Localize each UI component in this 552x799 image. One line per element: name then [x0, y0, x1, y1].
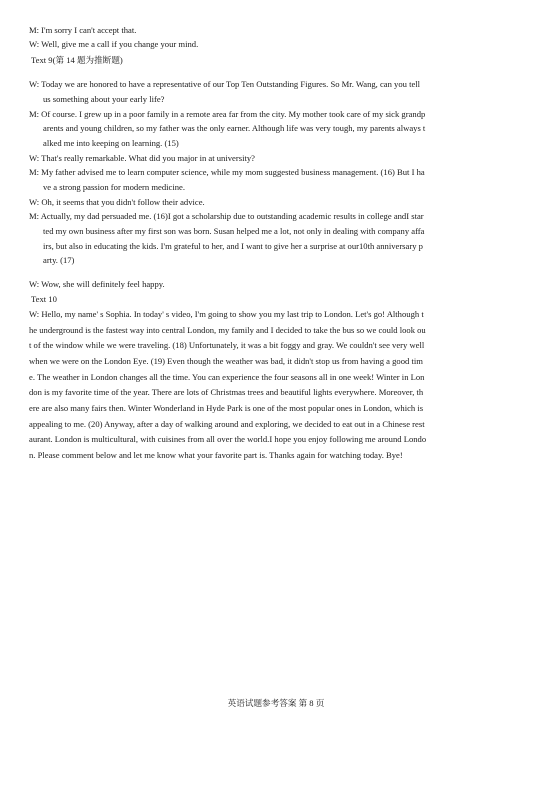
transcript-line: arty. (17) [43, 255, 75, 265]
transcript-line: aurant. London is multicultural, with cuisines from all over the world.I hope you enjoy following me around Londo [29, 434, 427, 444]
transcript-line: M: Actually, my dad persuaded me. (16)I got a scholarship due to outstanding academic results in college andI star [29, 211, 424, 221]
transcript-line: appealing to me. (20) Anyway, after a day of walking around and exploring, we decided to eat out in a Chinese rest [29, 419, 425, 429]
transcript-line: W: That's really remarkable. What did you major in at university? [29, 153, 255, 163]
transcript-line: alked me into keeping on learning. (15) [43, 138, 179, 148]
transcript-line: t of the window while we were traveling. (18) Unfortunately, it was a bit foggy and gray. We couldn't see very well [29, 340, 425, 350]
transcript-line: when we were on the London Eye. (19) Even though the weather was bad, it didn't stop us from having a good tim [29, 356, 423, 366]
transcript-line: W: Well, give me a call if you change your mind. [29, 39, 199, 49]
page-footer: 英语试题参考答案 第 8 页 [227, 698, 325, 708]
text10-heading: Text 10 [31, 294, 57, 304]
transcript-line: M: Of course. I grew up in a poor family in a remote area far from the city. My mother took care of my sick grandp [29, 109, 426, 119]
transcript-line: ted my own business after my first son was born. Susan helped me a lot, not only in dealing with company affa [43, 226, 425, 236]
transcript-line: us something about your early life? [43, 94, 165, 104]
transcript-line: don is my favorite time of the year. There are lots of Christmas trees and beautiful lights everywhere. Moreover, th [29, 387, 424, 397]
transcript-line: W: Today we are honored to have a representative of our Top Ten Outstanding Figures. So Mr. Wang, can you tell [29, 79, 421, 89]
transcript-line: M: My father advised me to learn computer science, while my mom suggested business management. (16) But I ha [29, 167, 425, 177]
transcript-line: arents and young children, so my father was the only earner. Although life was very tough, my parents always t [43, 123, 426, 133]
transcript-line: irs, but also in educating the kids. I'm grateful to her, and I want to give her a surprise at our10th anniversary p [43, 241, 423, 251]
transcript-line: he underground is the fastest way into central London, my family and I decided to take the bus so we could look ou [29, 325, 426, 335]
text9-heading: Text 9(第 14 题为推断题) [31, 55, 123, 65]
transcript-line: W: Oh, it seems that you didn't follow their advice. [29, 197, 205, 207]
transcript-line: W: Wow, she will definitely feel happy. [29, 279, 165, 289]
transcript-line: M: I'm sorry I can't accept that. [29, 25, 137, 35]
transcript-line: e. The weather in London changes all the time. You can experience the four seasons all in one week! Winter in Lon [29, 372, 425, 382]
transcript-line: ere are also many fairs then. Winter Wonderland in Hyde Park is one of the most popular ones in London, which is [29, 403, 424, 413]
transcript-line: ve a strong passion for modern medicine. [43, 182, 185, 192]
transcript-line: n. Please comment below and let me know what your favorite part is. Thanks again for watching today. Bye! [29, 450, 403, 460]
transcript-line: W: Hello, my name' s Sophia. In today' s video, I'm going to show you my last trip to London. Let's go! Although t [29, 309, 424, 319]
